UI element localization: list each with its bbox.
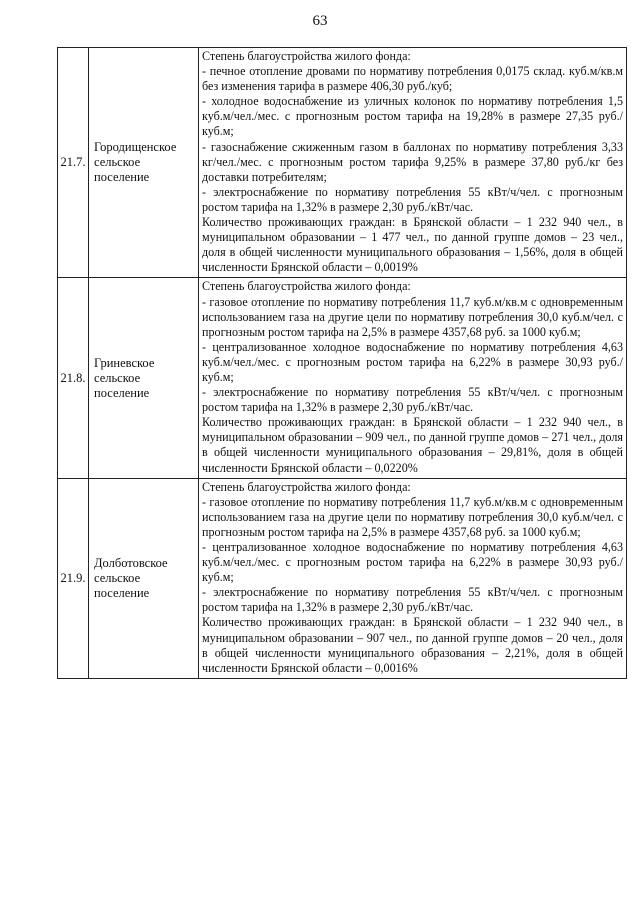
tariff-table [57,47,627,679]
settlement-name-line: Долботовское [94,555,168,570]
description-item: - газовое отопление по нормативу потребления 11,7 куб.м/кв.м с одновременным использованием газа на другие цели по нормативу потребления 30,0 куб.м/чел. с прогнозным ростом тарифа на 2,5% в размере 4357,68 руб. за 1000 куб.м; [202,294,623,339]
settlement-name [89,278,199,478]
description-item: - холодное водоснабжение из уличных колонок по нормативу потребления 1,5 куб.м/чел./мес. с прогнозным ростом тарифа на 19,28% в размере 27,35 руб./куб.м; [202,94,623,139]
population-summary: Количество проживающих граждан: в Брянской области – 1 232 940 чел., в муниципальном образовании – 909 чел., по данной группе домов – 271 чел., доля в общей численности муниципального образования – 29,81%, доля в общей численности Брянской области – 0,0220% [202,415,623,475]
table-row [58,48,627,278]
housing-description [199,48,627,278]
description-heading: Степень благоустройства жилого фонда: [202,49,411,63]
settlement-name-line: Гриневское [94,355,155,370]
description-item: - централизованное холодное водоснабжение по нормативу потребления 4,63 куб.м/чел./мес. с прогнозным ростом тарифа на 6,22% в размере 30,93 руб./куб.м; [202,339,623,384]
settlement-name-line: сельское [94,370,141,385]
settlement-name-line: Городищенское [94,140,177,155]
settlement-name-line: поселение [94,170,150,185]
housing-description [199,478,627,678]
description-item: - печное отопление дровами по нормативу потребления 0,0175 склад. куб.м/кв.м без изменения тарифа в размере 406,30 руб./куб; [202,64,623,94]
row-number: 21.7. [58,48,89,278]
settlement-name-line: сельское [94,570,141,585]
settlement-name-line: сельское [94,155,141,170]
population-summary: Количество проживающих граждан: в Брянской области – 1 232 940 чел., в муниципальном образовании – 1 477 чел., по данной группе домов – 23 чел., доля в общей численности муниципального образования – 1,56%, доля в общей численности Брянской области – 0,0019% [202,215,623,275]
settlement-name-line: поселение [94,585,150,600]
description-item: - газоснабжение сжиженным газом в баллонах по нормативу потребления 3,33 кг/чел./мес. с прогнозным ростом тарифа 9,25% в размере 37,80 руб./кг без доставки потребителям; [202,139,623,184]
description-item: - газовое отопление по нормативу потребления 11,7 куб.м/кв.м с одновременным использованием газа на другие цели по нормативу потребления 30,0 куб.м/чел. с прогнозным ростом тарифа на 2,5% в размере 4357,68 руб. за 1000 куб.м; [202,494,623,539]
description-item: - электроснабжение по нормативу потребления 55 кВт/ч/чел. с прогнозным ростом тарифа на 1,32% в размере 2,30 руб./кВт/час. [202,385,623,415]
row-number: 21.9. [58,478,89,678]
table-row [58,278,627,478]
description-heading: Степень благоустройства жилого фонда: [202,479,411,494]
settlement-name-line: поселение [94,385,150,400]
description-item: - электроснабжение по нормативу потребления 55 кВт/ч/чел. с прогнозным ростом тарифа на 1,32% в размере 2,30 руб./кВт/час. [202,585,623,615]
housing-description [199,278,627,478]
description-item: - централизованное холодное водоснабжение по нормативу потребления 4,63 куб.м/чел./мес. с прогнозным ростом тарифа на 6,22% в размере 30,93 руб./куб.м; [202,540,623,585]
row-number: 21.8. [58,278,89,478]
settlement-name [89,478,199,678]
description-heading: Степень благоустройства жилого фонда: [202,279,411,294]
settlement-name [89,48,199,278]
description-item: - электроснабжение по нормативу потребления 55 кВт/ч/чел. с прогнозным ростом тарифа на 1,32% в размере 2,30 руб./кВт/час. [202,184,623,214]
page-number: 63 [312,13,328,29]
population-summary: Количество проживающих граждан: в Брянской области – 1 232 940 чел., в муниципальном образовании – 907 чел., по данной группе домов – 20 чел., доля в общей численности муниципального образования – 2,21%, доля в общей численности Брянской области – 0,0016% [202,615,623,675]
table-row [58,478,627,678]
